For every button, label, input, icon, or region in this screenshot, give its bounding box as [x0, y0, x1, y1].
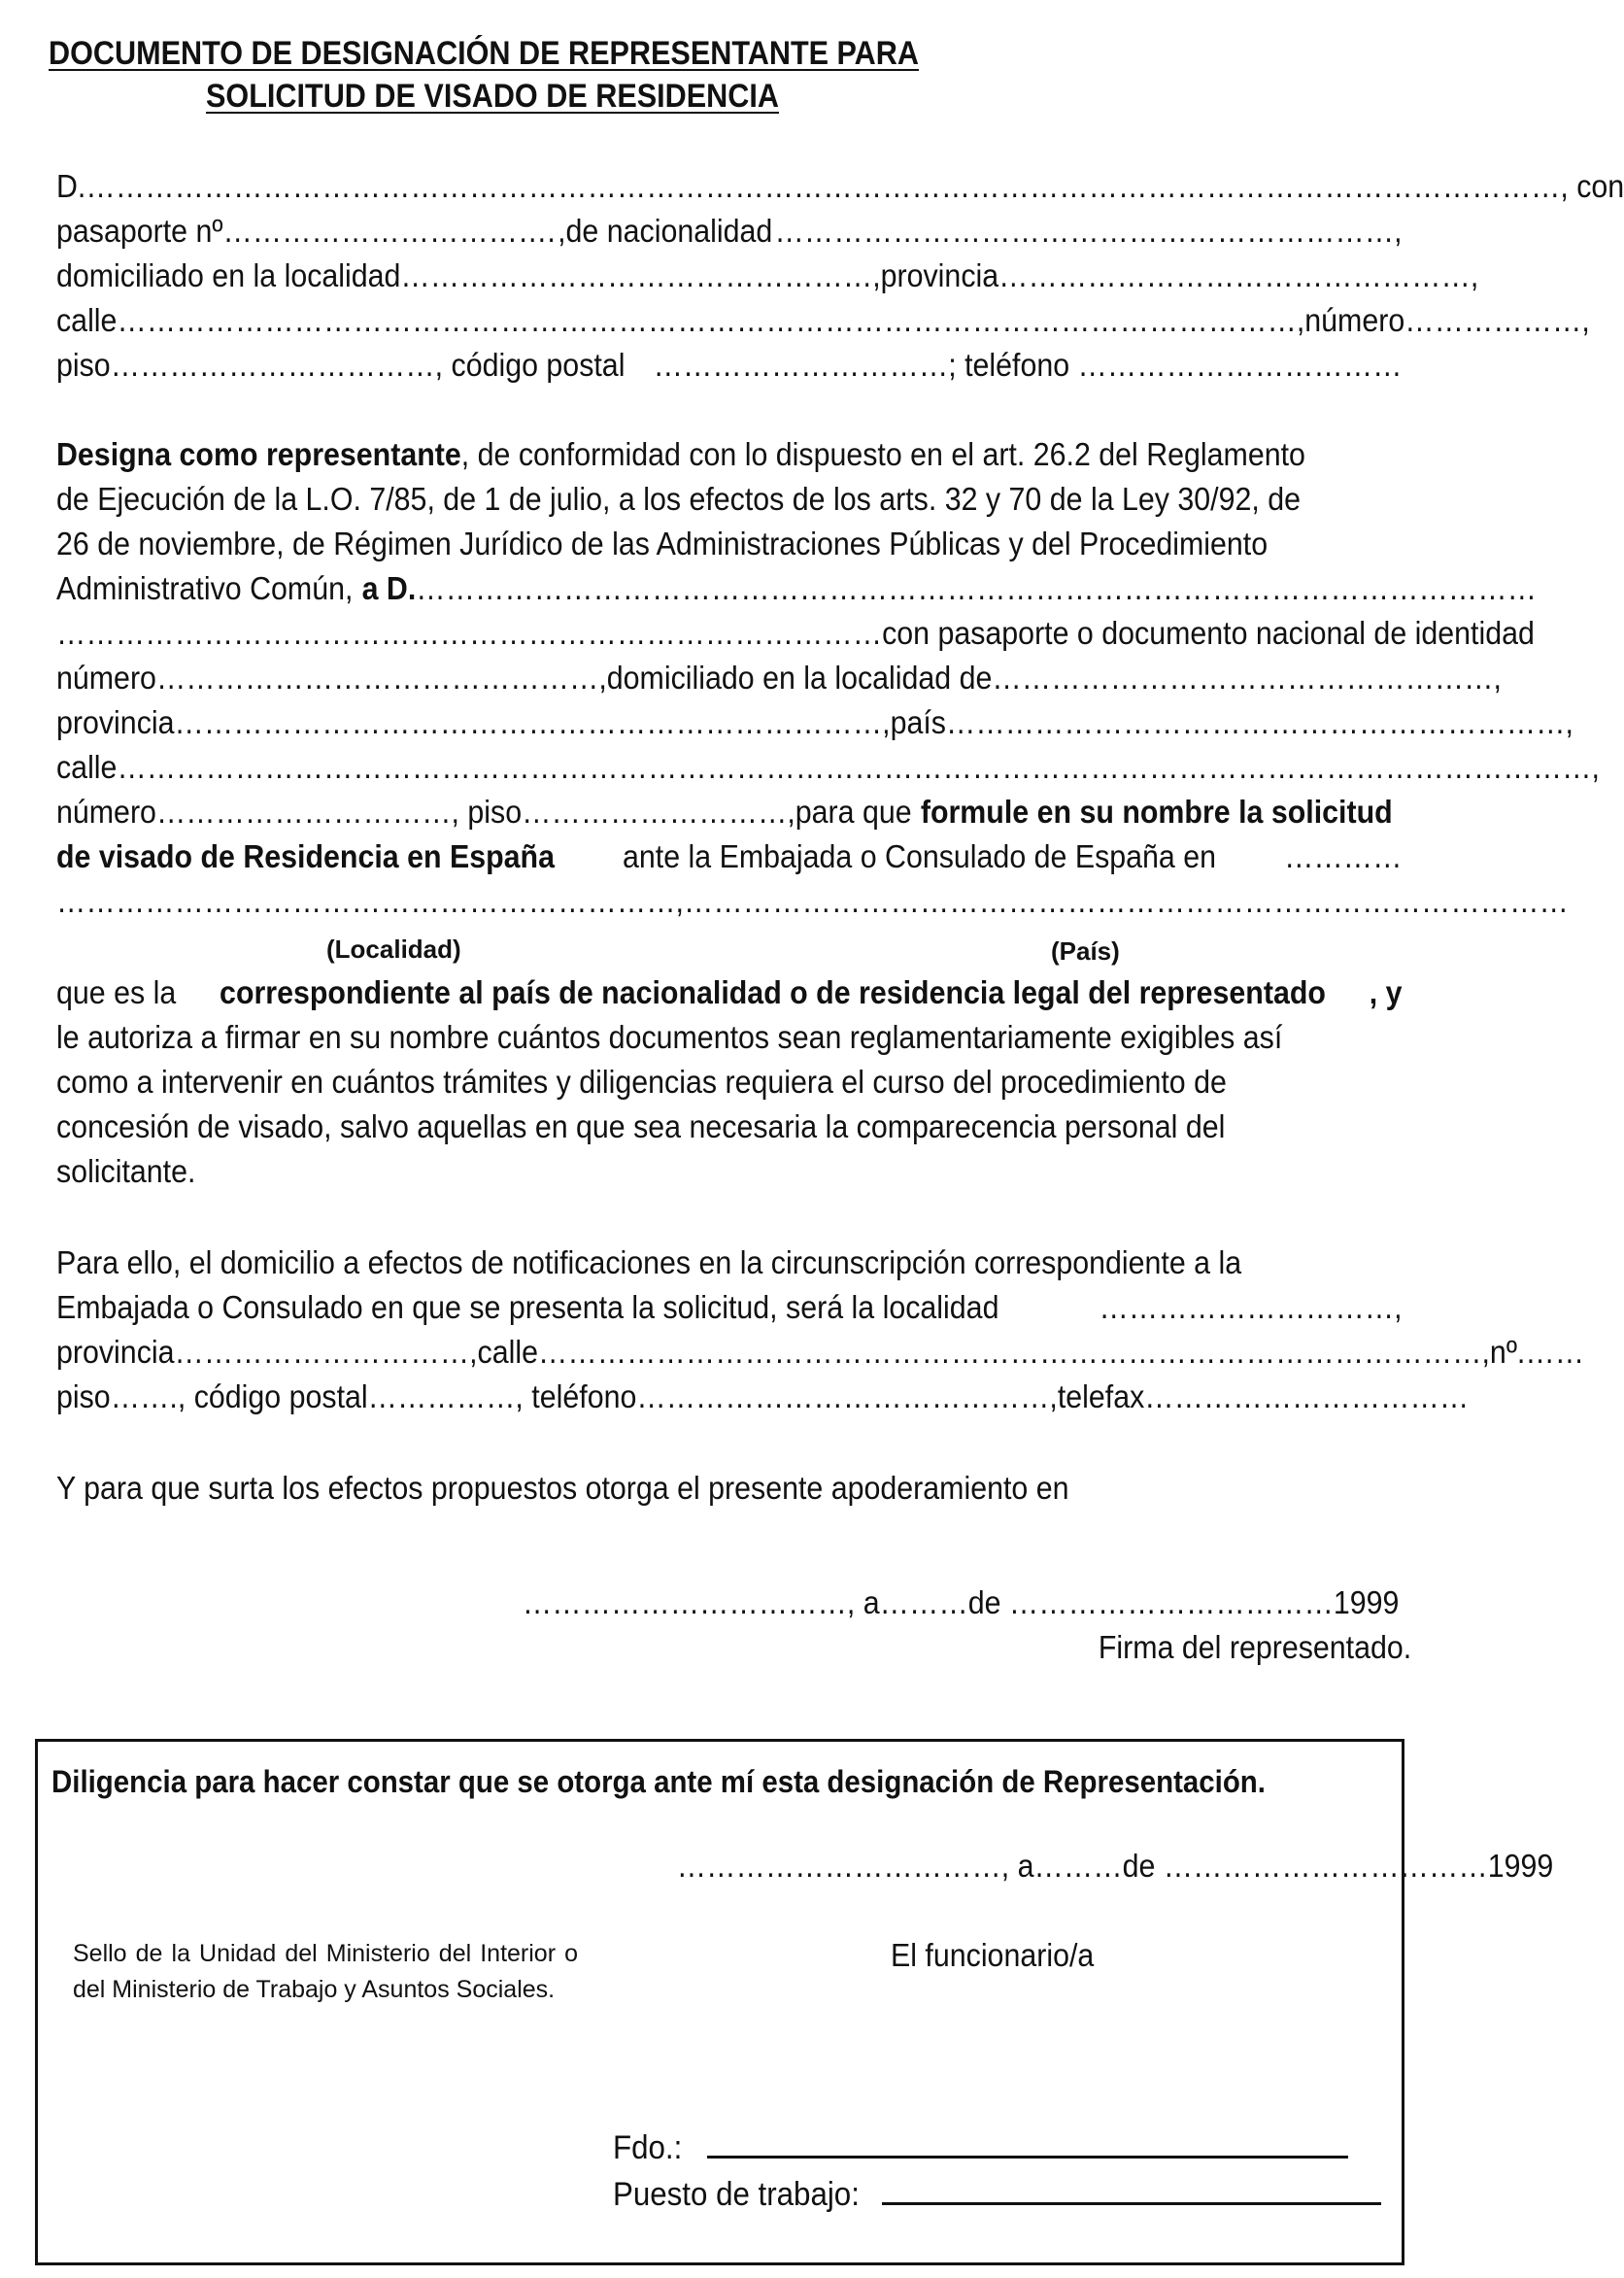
representative-number-field: número………………………………………,domiciliado en la localidad de — [56, 660, 993, 696]
diligence-box — [35, 1739, 1554, 2265]
authorization-text: solicitante. — [56, 1153, 196, 1189]
puesto-signature-line[interactable] — [882, 2173, 1381, 2205]
diligence-heading: Diligencia para hacer constar que se otorga ante mí esta designación de Representación. — [51, 1764, 1266, 1799]
notifications-street-field: ……………………………………………………………………………………,nº.…… — [537, 1334, 1585, 1370]
puesto-label: Puesto de trabajo: — [613, 2176, 860, 2213]
authorization-text: , y — [1369, 974, 1403, 1010]
official-label: El funcionario/a — [891, 1937, 1095, 1973]
representative-id-label: con pasaporte o documento nacional de identidad — [882, 615, 1535, 651]
designation-line-3 — [56, 521, 1403, 567]
visa-embassy-line[interactable] — [56, 833, 1403, 880]
representative-name-field: …………………………………………………………………………………………………… — [416, 570, 1537, 606]
applicant-nationality-field: ………………………………………………………, — [774, 213, 1403, 249]
seal-text: Sello de la Unidad del Ministerio del Interior o del Ministerio de Trabajo y Asuntos Sociales. — [73, 1940, 578, 2003]
designation-bold-text: Designa como representante — [56, 436, 461, 472]
notifications-line-1 — [56, 1240, 1403, 1286]
designation-text: Administrativo Común, — [56, 570, 354, 606]
applicant-locality-label: domiciliado en la localidad — [56, 257, 401, 293]
representative-number-floor-field: número…………………………, piso………………………,para que — [56, 794, 912, 830]
puesto-line[interactable] — [613, 2173, 1381, 2216]
notifications-locality-field: …………………………, — [1099, 1289, 1403, 1325]
applicant-floor-line[interactable] — [56, 342, 1403, 389]
applicant-number-field: ………………, — [1404, 302, 1590, 338]
notifications-fax-field: …………………………… — [1144, 1378, 1470, 1414]
authorization-text: le autoriza a firmar en su nombre cuántos documentos sean reglamentariamente exigibles así — [56, 1019, 1283, 1055]
representative-province-line[interactable] — [56, 699, 1573, 746]
document-title-line-2: SOLICITUD DE VISADO DE RESIDENCIA — [206, 78, 779, 115]
closing-statement — [56, 1465, 1295, 1512]
authorization-text: concesión de visado, salvo aquellas en que sea necesaria la comparecencia personal del — [56, 1108, 1226, 1144]
representative-province-field: provincia………………………………………………………………,país — [56, 704, 946, 740]
designation-line-2 — [56, 476, 1403, 523]
applicant-nationality-label: ,de nacionalidad — [558, 213, 773, 249]
designation-line-1 — [56, 431, 1403, 478]
embassy-text: ante la Embajada o Consulado de España en — [622, 838, 1217, 874]
applicant-passport-field: pasaporte nº……………………………. — [56, 213, 556, 249]
applicant-phone-field: …………………………; teléfono …………………………… — [653, 347, 1403, 383]
representative-floor-line[interactable] — [56, 789, 1403, 835]
representative-street-line[interactable] — [56, 744, 1600, 791]
closing-date-line[interactable] — [522, 1580, 1400, 1626]
fdo-line[interactable] — [613, 2126, 1348, 2169]
representative-country-field: ………………………………………………………, — [945, 704, 1573, 740]
representative-number-line[interactable] — [56, 655, 1502, 701]
notifications-locality-line[interactable] — [56, 1284, 1403, 1331]
embassy-location-line[interactable] — [56, 878, 1569, 925]
notifications-text: Embajada o Consulado en que se presenta la solicitud, será la localidad — [56, 1289, 999, 1325]
designation-rest-text: , de conformidad con lo dispuesto en el art. 26.2 del Reglamento — [460, 436, 1305, 472]
representative-locality-field: ……………………………………………, — [992, 660, 1502, 696]
authorization-line-1 — [56, 969, 1403, 1016]
applicant-locality-line[interactable] — [56, 253, 1479, 299]
request-bold-text: formule en su nombre la solicitud — [920, 794, 1393, 830]
authorization-line-4 — [56, 1104, 1403, 1150]
pais-caption: (País) — [1051, 936, 1120, 966]
applicant-floor-postal-field: piso……………………………, código postal — [56, 347, 626, 383]
notifications-contact-line[interactable] — [56, 1374, 1470, 1420]
applicant-passport-line[interactable] — [56, 208, 1403, 255]
applicant-locality-province-field: …………………………………………,provincia…………………………………………, — [400, 257, 1479, 293]
signature-label: Firma del representado. — [1098, 1629, 1412, 1665]
authorization-text: como a intervenir en cuántos trámites y diligencias requiera el curso del procedimiento de — [56, 1064, 1227, 1100]
closing-text: Y para que surta los efectos propuestos otorga el presente apoderamiento en — [56, 1470, 1069, 1506]
applicant-name-line[interactable] — [56, 163, 1624, 210]
authorization-line-5 — [56, 1148, 1403, 1195]
fdo-signature-line[interactable] — [707, 2126, 1348, 2159]
document-title-line-1: DOCUMENTO DE DESIGNACIÓN DE REPRESENTANTE PARA — [49, 35, 919, 72]
authorization-line-3 — [56, 1059, 1403, 1105]
notifications-province-field: provincia…………………………,calle — [56, 1334, 538, 1370]
diligence-date-field[interactable]: ……………………………, a………de ……………………………1999 — [676, 1848, 1554, 1884]
notifications-province-line[interactable] — [56, 1329, 1585, 1376]
applicant-name-field: D.…………………………………………………………………………………………………………………………………… — [56, 168, 1561, 204]
representative-id-line[interactable] — [56, 610, 1535, 657]
closing-date-field: ……………………………, a………de ……………………………1999 — [522, 1584, 1400, 1620]
notifications-text: Para ello, el domicilio a efectos de notificaciones en la circunscripción correspondiente a la — [56, 1244, 1242, 1280]
localidad-caption: (Localidad) — [326, 935, 461, 964]
representative-prefix: a D. — [361, 570, 417, 606]
authorization-line-2 — [56, 1014, 1403, 1061]
designation-text: de Ejecución de la L.O. 7/85, de 1 de julio, a los efectos de los arts. 32 y 70 de la Ley 30/92, de — [56, 481, 1302, 517]
applicant-street-line[interactable] — [56, 297, 1590, 344]
embassy-field: ………… — [1284, 838, 1403, 874]
designation-text: 26 de noviembre, de Régimen Jurídico de las Administraciones Públicas y del Procedimiento — [56, 526, 1269, 561]
embassy-locality-field: ………………………………………………………, — [56, 883, 684, 919]
representative-name-line[interactable] — [56, 565, 1537, 612]
applicant-con-text: , con — [1560, 168, 1624, 204]
embassy-country-field: ……………………………………………………………………………… — [683, 883, 1569, 919]
notifications-contact-field: piso……., código postal……………, teléfono……………………………………,telefax — [56, 1378, 1145, 1414]
applicant-street-field: calle…………………………………………………………………………………………………………,número — [56, 302, 1405, 338]
authorization-bold-text: correspondiente al país de nacionalidad o de residencia legal del representado — [220, 974, 1326, 1010]
representative-street-field: calle……………………………………………………………………………………………………………………………………, — [56, 749, 1600, 785]
representative-name-continued-field: ………………………………………………………………………… — [56, 615, 883, 651]
signature-label-line — [777, 1624, 1411, 1671]
visa-type-bold-text: de visado de Residencia en España — [56, 838, 555, 874]
fdo-label: Fdo.: — [613, 2129, 683, 2166]
authorization-text: que es la — [56, 974, 177, 1010]
